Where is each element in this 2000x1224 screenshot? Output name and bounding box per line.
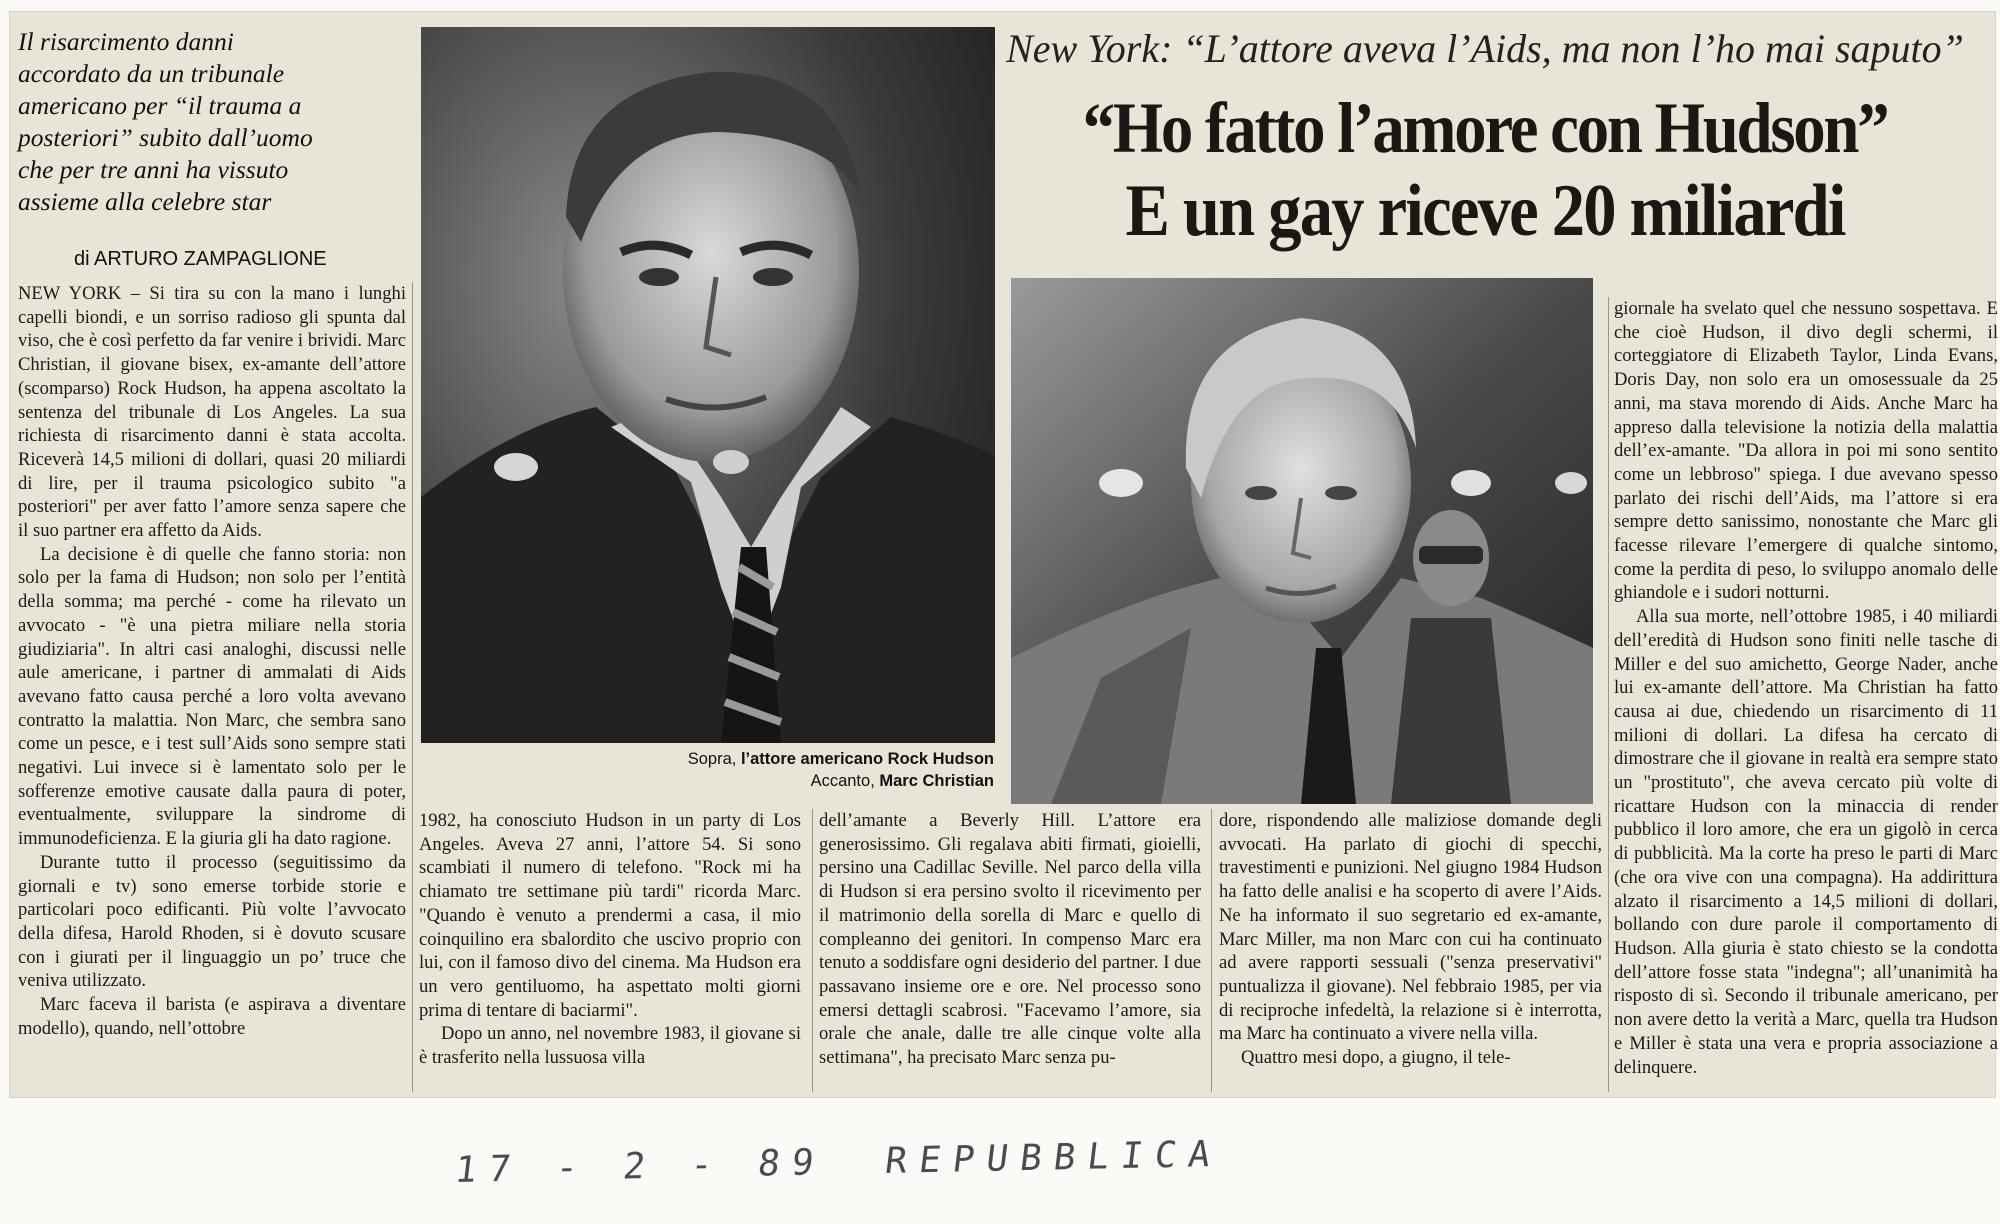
article-kicker: New York: “L’attore aveva l’Aids, ma non l’ho mai saputo” — [1006, 26, 1964, 71]
article-column-5 — [1614, 297, 1998, 1079]
portrait-marc-christian — [1011, 278, 1593, 804]
column-rule — [1608, 297, 1609, 1092]
column-rule — [412, 282, 413, 1092]
column-rule — [1211, 809, 1212, 1092]
column-1-paragraph-1: NEW YORK – Si tira su con la mano i lunghi capelli biondi, e un sorriso radioso gli spunta dal viso, che è così perfetto da far venire i brividi. Marc Christian, il giovane bisex, ex-amante dell’attore (scomparso) Rock Hudson, ha appena ascoltato la sentenza del tribunale di Los Angeles. La sua richiesta di risarcimento danni è stata accolta. Riceverà 14,5 milioni di dollari, quasi 20 miliardi di lire, per il trauma psicologico subito "a posteriori" per aver fatto l’amore senza sapere che il suo partner era affetto da Aids. — [18, 283, 406, 542]
photo-caption: Sopra, l’attore americano Rock Hudson Accanto, Marc Christian — [687, 750, 994, 790]
headline-line-2: E un gay riceve 20 miliardi — [1125, 170, 1845, 252]
column-1-paragraph-4: Marc faceva il barista (e aspirava a diventare modello), quando, nell’ottobre — [18, 994, 406, 1039]
handwritten-annotation — [452, 1133, 1225, 1192]
column-5-paragraph-1: giornale ha svelato quel che nessuno sospettava. E che cioè Hudson, il divo degli schermi, il corteggiatore di Elizabeth Taylor, Linda Evans, Doris Day, non solo era un omosessuale da 25 anni, ma stava morendo di Aids. Anche Marc ha appreso dalla televisione la notizia della malattia dell’ex-amante. "Da allora in poi mi sono sentito come un lebbroso" spiega. I due avevano spesso parlato dei rischi dell’Aids, ma l’attore si era sempre detto sanissimo, nonostante che Marc gli facesse rilevare l’emergere di qualche sintomo, come la perdita di peso, lo sviluppo anomalo delle ghiandole e i sudori notturni. — [1614, 298, 1998, 604]
caption-hudson: l’attore americano Rock Hudson — [740, 750, 994, 768]
column-3-paragraph-1: dell’amante a Beverly Hill. L’attore era generosissimo. Gli regalava abiti firmati, gioielli, persino una Cadillac Seville. Nel parco della villa di Hudson si era persino svolto il ricevimento per il matrimonio della sorella di Marc e quello di compleanno dei genitori. In compenso Marc era tenuto a soddisfare ogni desiderio del partner. I due passavano insieme ore e ore. Nel processo sono emersi dettagli scabrosi. "Facevamo l’amore, sia orale che anale, dalle tre alle cinque volte alla settimana", ha precisato Marc senza pu- — [819, 810, 1201, 1069]
column-5-paragraph-2: Alla sua morte, nell’ottobre 1985, i 40 miliardi dell’eredità di Hudson sono finiti nelle tasche di Miller e del suo amichetto, George Nader, anche lui ex-amante dell’attore. Ma Christian ha fatto causa ai due, chiedendo un risarcimento di 11 milioni di dollari. La difesa ha cercato di dimostrare che il giovane in realtà era sempre stato un "prostituto", che aveva cercato più volte di ricattare Hudson con la minaccia di render pubblico il loro amore, che era un gigolò in cerca di pubblicità. Ma la corte ha preso le parti di Marc (che ora vive con una compagna). Ha addirittura alzato il risarcimento a 14,5 milioni di dollari, bollando con dure parole il comportamento di Hudson. Alla giuria è stato chiesto se la condotta dell’attore fosse stata "indegna"; all’unanimità ha risposto di sì. Secondo il tribunale americano, per non avere detto la verità a Marc, quella tra Hudson e Miller è stata una vera e propria associazione a delinquere. — [1614, 606, 1998, 1078]
column-2-paragraph-2: Dopo un anno, nel novembre 1983, il giovane si è trasferito nella lussuosa villa — [419, 1023, 801, 1069]
column-1-paragraph-2: La decisione è di quelle che fanno storia: non solo per la fama di Hudson; non solo per l’entità della somma; ma perché - come ha rilevato un avvocato - "è una pietra miliare nella storia giudiziaria". In altri casi analoghi, discussi nelle aule americane, i partner di ammalati di Aids avevano fatto causa perché a loro volta avevano contratto la malattia. Non Marc, che sembra sano come un pesce, e i test sull’Aids sono sempre stati negativi. Lui invece si è lamentato solo per le sofferenze emotive causate dalla paura di poter, eventualmente, sviluppare la sindrome di immunodeficienza. E la giuria gli ha dato ragione. — [18, 543, 406, 850]
column-4-paragraph-1: dore, rispondendo alle maliziose domande degli avvocati. Ha parlato di giochi di specchi, travestimenti e punizioni. Nel giugno 1984 Hudson ha fatto delle analisi e ha scoperto di avere l’Aids. Ne ha informato il suo segretario ed ex-amante, Marc Miller, ma non Marc con cui ha continuato ad avere rapporti sessuali ("senza preservativi" puntualizza il giovane). Nel febbraio 1985, per via di reciproche infedeltà, la relazione si è interrotta, ma Marc ha continuato a vivere nella villa. — [1219, 810, 1602, 1045]
article-column-4 — [1219, 809, 1602, 1070]
article-subhead: Il risarcimento danni accordato da un tribunale americano per “il trauma a posteriori” subito dall’uomo che per tre anni ha vissuto assieme alla celebre star — [18, 27, 313, 216]
dateline: NEW YORK — [18, 283, 122, 304]
article-column-2 — [419, 809, 801, 1070]
column-4-paragraph-2: Quattro mesi dopo, a giugno, il tele- — [1241, 1047, 1511, 1069]
photo-rock-hudson — [421, 27, 995, 743]
column-2-paragraph-1: 1982, ha conosciuto Hudson in un party di Los Angeles. Aveva 27 anni, l’attore 54. Si sono scambiati il numero di telefono. "Rock mi ha chiamato tre settimane più tardi" ricorda Marc. "Quando è venuto a prendermi a casa, il mio coinquilino era sbalordito che uscivo proprio con lui, con il famoso divo del cinema. Ma Hudson era un vero gentiluomo, ha aspettato molti giorni prima di tentare di baciarmi". — [419, 810, 801, 1021]
caption-christian: Marc Christian — [879, 772, 994, 790]
column-1-paragraph-3: Durante tutto il processo (seguitissimo da giornali e tv) sono emerse torbide storie e particolari poco edificanti. Più volte l’avvocato della difesa, Harold Rhoden, si è dovuto scusare con i giurati per il linguaggio un po’ truce che veniva utilizzato. — [18, 851, 406, 992]
article-column-3 — [819, 809, 1201, 1070]
headline-line-1: “Ho fatto l’amore con Hudson” — [1082, 88, 1888, 168]
handwritten-source: REPUBBLICA — [882, 1133, 1225, 1182]
portrait-rock-hudson — [421, 27, 995, 743]
column-rule — [812, 809, 813, 1092]
photo-marc-christian — [1011, 278, 1593, 804]
article-column-1 — [18, 282, 406, 1041]
article-byline: di ARTURO ZAMPAGLIONE — [74, 248, 327, 270]
handwritten-date: 17 - 2 - 89 — [452, 1142, 828, 1192]
newspaper-clipping — [10, 12, 1998, 1097]
